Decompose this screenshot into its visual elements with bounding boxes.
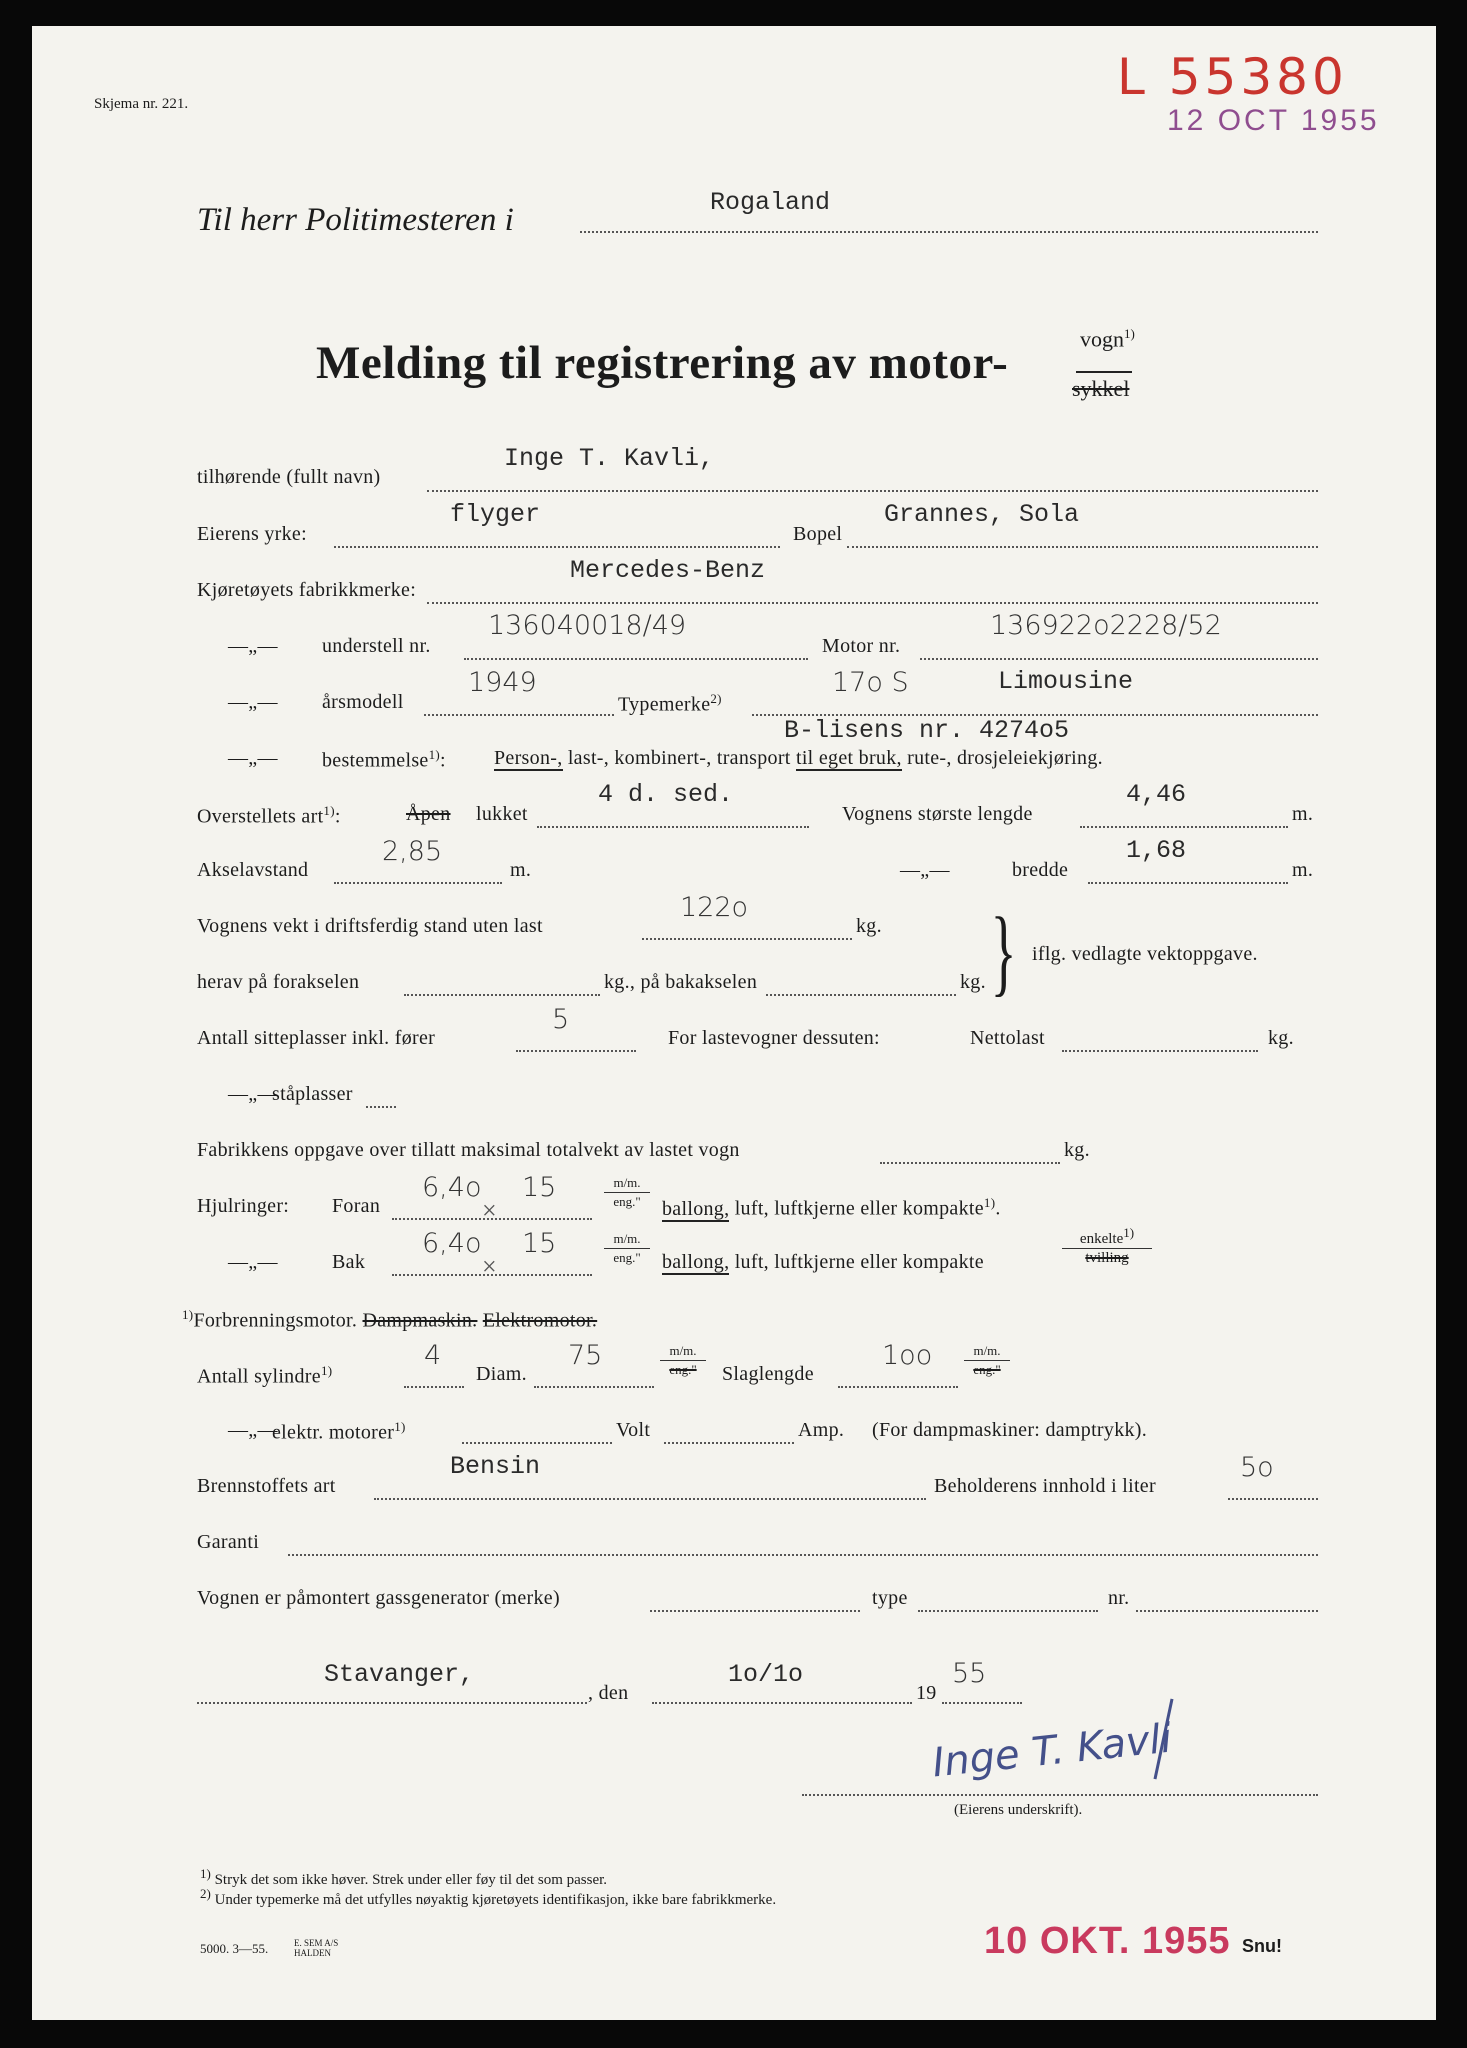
tire-unit: m/m. eng." <box>604 1176 650 1209</box>
tires-front-label: Foran <box>332 1195 381 1217</box>
form-number: Skjema nr. 221. <box>94 96 189 112</box>
signing-date: 1o/1o <box>728 1660 804 1689</box>
body-closed: lukket <box>476 803 528 825</box>
ditto-mark: —„— <box>228 1419 278 1441</box>
ditto-mark: —„— <box>228 635 278 657</box>
owner-name: Inge T. Kavli, <box>504 444 715 473</box>
body-value: 4 d. sed. <box>598 780 734 809</box>
occupation-label: Eierens yrke: <box>197 523 307 545</box>
addressee-label: Til herr Politimesteren i <box>197 202 514 238</box>
tire-unit: m/m. eng." <box>604 1232 650 1265</box>
police-district: Rogaland <box>710 188 831 217</box>
gas-nr-label: nr. <box>1108 1587 1130 1609</box>
signing-place: Stavanger, <box>324 1660 475 1689</box>
tires-rear-label: Bak <box>332 1251 366 1273</box>
diam: 75 <box>568 1340 603 1371</box>
ditto-mark: —„— <box>228 1083 278 1105</box>
standing-label: ståplasser <box>272 1083 353 1105</box>
fuel-label: Brennstoffets art <box>197 1475 336 1497</box>
fuel: Bensin <box>450 1452 541 1481</box>
ditto-mark: —„— <box>228 747 278 769</box>
truck-label: For lastevogner dessuten: <box>668 1027 880 1049</box>
guarantee-label: Garanti <box>197 1531 260 1553</box>
diam-label: Diam. <box>476 1363 527 1385</box>
unit-kg: kg. <box>1268 1027 1294 1049</box>
tank-label: Beholderens innhold i liter <box>934 1475 1156 1497</box>
wheelbase-label: Akselavstand <box>197 859 309 881</box>
residence-label: Bopel <box>793 523 843 545</box>
occupation: flyger <box>450 500 541 529</box>
seats-label: Antall sitteplasser inkl. fører <box>197 1027 436 1049</box>
page-title: Melding til registrering av motor- <box>316 337 1009 389</box>
signing-year: 55 <box>952 1658 987 1689</box>
purpose-label: bestemmelse$^{1)}$: <box>322 747 446 772</box>
unit-m: m. <box>1292 859 1314 881</box>
tire-front-width: 6,4o <box>422 1172 482 1203</box>
footnote-2: $^{2)}$ Under typemerke må det utfylles nøyaktig kjøretøyets identifikasjon, ikke bare fabrikkmerke. <box>200 1886 777 1908</box>
filing-stamp: 10 OKT. 1955 <box>984 1920 1231 1962</box>
body-style: Limousine <box>998 667 1134 696</box>
make-label: Kjøretøyets fabrikkmerke: <box>197 579 417 601</box>
printer-imprint: E. SEM A/S HALDEN <box>294 1938 339 1958</box>
ditto-mark: —„— <box>900 859 950 881</box>
unit-m: m. <box>1292 803 1314 825</box>
rear-axle-label: kg., på bakakselen <box>604 971 758 993</box>
type-label: Typemerke$^{2)}$ <box>618 691 722 716</box>
stroke-unit: m/m. eng." <box>964 1344 1010 1377</box>
tire-front-rim: 15 <box>522 1172 557 1203</box>
tire-rear-type: ballong, luft, luftkjerne eller kompakte <box>662 1251 984 1273</box>
diam-unit: m/m. eng." <box>660 1344 706 1377</box>
received-stamp: 12 OCT 1955 <box>1167 104 1380 137</box>
stroke-label: Slaglengde <box>722 1363 814 1385</box>
amp-label: Amp. <box>798 1419 845 1441</box>
chassis-label: understell nr. <box>322 635 431 657</box>
unit-m: m. <box>510 859 532 881</box>
weight: 122o <box>680 892 749 923</box>
title-sykkel-struck: sykkel <box>1072 376 1130 401</box>
turn-over-note: Snu! <box>1242 1936 1282 1956</box>
year-prefix: 19 <box>916 1682 937 1704</box>
gas-type-label: type <box>872 1587 908 1609</box>
residence: Grannes, Sola <box>884 500 1080 529</box>
ditto-mark: —„— <box>228 691 278 713</box>
body-label: Overstellets art$^{1)}$: <box>197 803 341 828</box>
seats: 5 <box>552 1004 570 1035</box>
max-weight-label: Fabrikkens oppgave over tillatt maksimal totalvekt av lastet vogn <box>197 1139 740 1161</box>
purpose-options: Person-, last-, kombinert-, transport til eget bruk, rute-, drosjeleiekjøring. <box>494 747 1103 769</box>
volt-label: Volt <box>616 1419 651 1441</box>
gas-generator-label: Vognen er påmontert gassgenerator (merke) <box>197 1587 560 1609</box>
tire-rear-rim: 15 <box>522 1228 557 1259</box>
footnote-1: $^{1)}$ Stryk det som ikke høver. Strek under eller føy til det som passer. <box>200 1866 608 1888</box>
unit-kg: kg. <box>960 971 986 993</box>
signature-label: (Eierens underskrift). <box>954 1802 1083 1818</box>
engine-type: $^{1)}$Forbrenningsmotor. Dampmaskin. Elektromotor. <box>182 1307 598 1332</box>
front-axle-label: herav på forakselen <box>197 971 360 993</box>
unit-kg: kg. <box>856 915 882 937</box>
el-motors-label: elektr. motorer$^{1)}$ <box>272 1419 406 1444</box>
weight-note: iflg. vedlagte vektoppgave. <box>1032 943 1258 965</box>
width: 1,68 <box>1126 836 1187 865</box>
unit-kg: kg. <box>1064 1139 1090 1161</box>
owner-signature: Inge T. Kavli <box>930 1715 1174 1787</box>
type: 17o S <box>832 667 909 698</box>
width-label: bredde <box>1012 859 1069 881</box>
form-page <box>32 26 1436 2020</box>
chassis-number: 136040018/49 <box>488 610 687 641</box>
times-mark: × <box>482 1196 497 1225</box>
tires-label: Hjulringer: <box>197 1195 290 1217</box>
tire-rear-width: 6,4o <box>422 1228 482 1259</box>
cylinders-label: Antall sylindre$^{1)}$ <box>197 1363 333 1388</box>
reference-number: L 55380 <box>1117 48 1348 106</box>
body-open-struck: Åpen <box>406 803 451 825</box>
tank: 5o <box>1240 1452 1274 1483</box>
den-label: , den <box>588 1682 629 1704</box>
ditto-mark: —„— <box>228 1251 278 1273</box>
brace: } <box>990 898 1017 1006</box>
wheelbase: 2,85 <box>382 836 443 867</box>
model-year: 1949 <box>468 667 537 698</box>
motor-label: Motor nr. <box>822 635 901 657</box>
print-code: 5000. 3—55. <box>200 1941 269 1956</box>
weight-label: Vognens vekt i driftsferdig stand uten last <box>197 915 543 937</box>
tire-front-type: ballong, luft, luftkjerne eller kompakte$^{1)}$. <box>662 1195 1001 1220</box>
owner-name-label: tilhørende (fullt navn) <box>197 466 381 488</box>
make: Mercedes-Benz <box>570 556 766 585</box>
times-mark: × <box>482 1252 497 1281</box>
license-note: B-lisens nr. 4274o5 <box>784 716 1070 745</box>
steam-note: (For dampmaskiner: damptrykk). <box>872 1419 1148 1441</box>
length: 4,46 <box>1126 780 1187 809</box>
net-load-label: Nettolast <box>970 1027 1045 1049</box>
cylinders: 4 <box>424 1340 442 1371</box>
tire-single-twin: enkelte$^{1)}$ tvilling <box>1062 1226 1152 1265</box>
length-label: Vognens største lengde <box>842 803 1033 825</box>
stroke: 1oo <box>882 1340 933 1371</box>
title-vogn: vogn$^{1)}$ <box>1080 326 1135 352</box>
motor-number: 136922o2228/52 <box>990 610 1222 641</box>
model-year-label: årsmodell <box>322 691 404 713</box>
